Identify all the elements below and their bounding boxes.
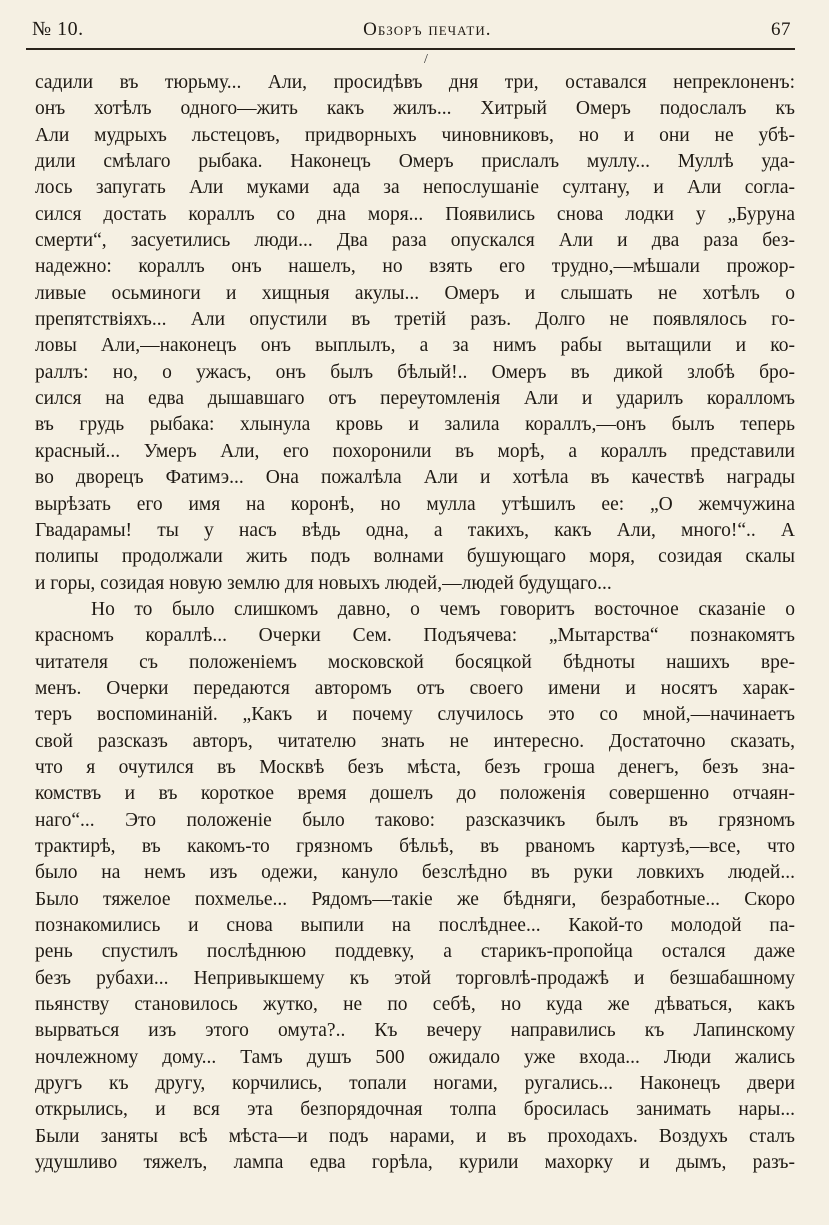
text-line: вырваться изъ этого омута?.. Къ вечеру направились къ Лапинскому	[35, 1020, 795, 1042]
pencil-mark: /	[424, 52, 428, 67]
body-text	[35, 70, 795, 1176]
header-rule	[26, 48, 795, 50]
text-line: ловы Али,—наконецъ онъ выплылъ, а за нимъ рабы вытащили и ко-	[35, 335, 795, 357]
text-line: ливые осьминоги и хищныя акулы... Омеръ и слышать не хотѣлъ о	[35, 282, 795, 304]
text-line: рень спустилъ послѣднюю поддевку, а старикъ-пропойца остался даже	[35, 941, 795, 963]
text-line: безъ рубахи... Непривыкшему къ этой торговлѣ-продажѣ и безшабашному	[35, 967, 795, 989]
text-line: раллъ: но, о ужасъ, онъ былъ бѣлый!.. Омеръ въ дикой злобѣ бро-	[35, 361, 795, 383]
page-number: 67	[770, 19, 791, 40]
text-line: удушливо тяжелъ, лампа едва горѣла, курили махорку и дымъ, разъ-	[35, 1152, 795, 1174]
text-line: наго“... Это положеніе было таково: разсказчикъ былъ въ грязномъ	[35, 809, 795, 831]
text-line: полипы продолжали жить подъ волнами бушующаго моря, созидая скалы	[35, 546, 795, 568]
text-line: Али мудрыхъ льстецовъ, придворныхъ чиновниковъ, но и они не убѣ-	[35, 124, 795, 146]
text-line: открылись, и вся эта безпорядочная толпа бросилась занимать нары...	[35, 1099, 795, 1121]
text-line: было на немъ изъ одежи, кануло безслѣдно въ руки ловкихъ людей...	[35, 862, 795, 884]
text-line: читателя съ положеніемъ московской босяцкой бѣдноты нашихъ вре-	[35, 651, 795, 673]
text-line: теръ воспоминаній. „Какъ и почему случилось это со мной,—начинаетъ	[35, 704, 795, 726]
text-line: пьянству становилось жутко, не по себѣ, но куда же дѣваться, какъ	[35, 994, 795, 1016]
text-line: садили въ тюрьму... Али, просидѣвъ дня три, оставался непреклоненъ:	[35, 72, 795, 93]
text-line: Гвадарамы! ты у насъ вѣдь одна, а такихъ, какъ Али, много!“.. А	[35, 519, 795, 541]
running-header	[32, 18, 791, 48]
text-line: сился на едва дышавшаго отъ переутомленія Али и ударилъ коралломъ	[35, 388, 795, 410]
text-line: трактирѣ, въ какомъ-то грязномъ бѣльѣ, въ рваномъ картузѣ,—все, что	[35, 835, 795, 857]
text-line: надежно: кораллъ онъ нашелъ, но взять его трудно,—мѣшали прожор-	[35, 256, 795, 278]
text-line: Были заняты всѣ мѣста—и подъ нарами, и въ проходахъ. Воздухъ сталъ	[35, 1125, 795, 1147]
section-title: Обзоръ печати.	[363, 19, 492, 40]
text-line: красный... Умеръ Али, его похоронили въ морѣ, а кораллъ представили	[35, 440, 795, 462]
text-line: другъ къ другу, корчились, топали ногами, ругались... Наконецъ двери	[35, 1073, 795, 1095]
text-line: и горы, созидая новую землю для новыхъ людей,—людей будущаго...	[35, 572, 612, 594]
text-line: Было тяжелое похмелье... Рядомъ—такіе же бѣдняги, безработные... Скоро	[35, 888, 795, 910]
text-line: лось запугать Али муками ада за непослушаніе султану, и Али согла-	[35, 177, 795, 199]
text-line: вырѣзать его имя на коронѣ, но мулла утѣшилъ ее: „О жемчужина	[35, 493, 795, 515]
text-line: познакомились и снова выпили на послѣднее... Какой-то молодой па-	[35, 915, 795, 936]
text-line: въ грудь рыбака: хлынула кровь и залила кораллъ,—онъ былъ теперь	[35, 414, 795, 436]
text-line: смерти“, засуетились люди... Два раза опускался Али и два раза без-	[35, 230, 795, 252]
text-line: что я очутился въ Москвѣ безъ мѣста, безъ гроша денегъ, безъ зна-	[35, 756, 795, 778]
issue-number: № 10.	[32, 18, 84, 40]
text-line: ночлежному дому... Тамъ душъ 500 ожидало уже входа... Люди жались	[35, 1046, 795, 1068]
text-line: онъ хотѣлъ одного—жить какъ жилъ... Хитрый Омеръ подослалъ къ	[35, 98, 795, 120]
text-line: препятствіяхъ... Али опустили въ третій разъ. Долго не появлялось го-	[35, 309, 795, 331]
text-line: дили смѣлаго рыбака. Наконецъ Омеръ прислалъ муллу... Муллѣ уда-	[35, 151, 795, 173]
text-line: менъ. Очерки передаются авторомъ отъ своего имени и носятъ харак-	[35, 677, 795, 699]
text-line: комствъ и въ короткое время дошелъ до положенія совершенно отчаян-	[35, 783, 795, 805]
text-line: красномъ кораллѣ... Очерки Сем. Подъячева: „Мытарства“ познакомятъ	[35, 625, 795, 647]
text-line: во дворецъ Фатимэ... Она пожалѣла Али и хотѣла въ качествѣ награды	[35, 467, 795, 489]
text-line: сился достать кораллъ со дна моря... Появились снова лодки у „Буруна	[35, 203, 795, 225]
text-line: свой разсказъ авторъ, читателю знать не интересно. Достаточно сказать,	[35, 730, 795, 752]
text-line: Но то было слишкомъ давно, о чемъ говоритъ восточное сказаніе о	[91, 598, 795, 620]
